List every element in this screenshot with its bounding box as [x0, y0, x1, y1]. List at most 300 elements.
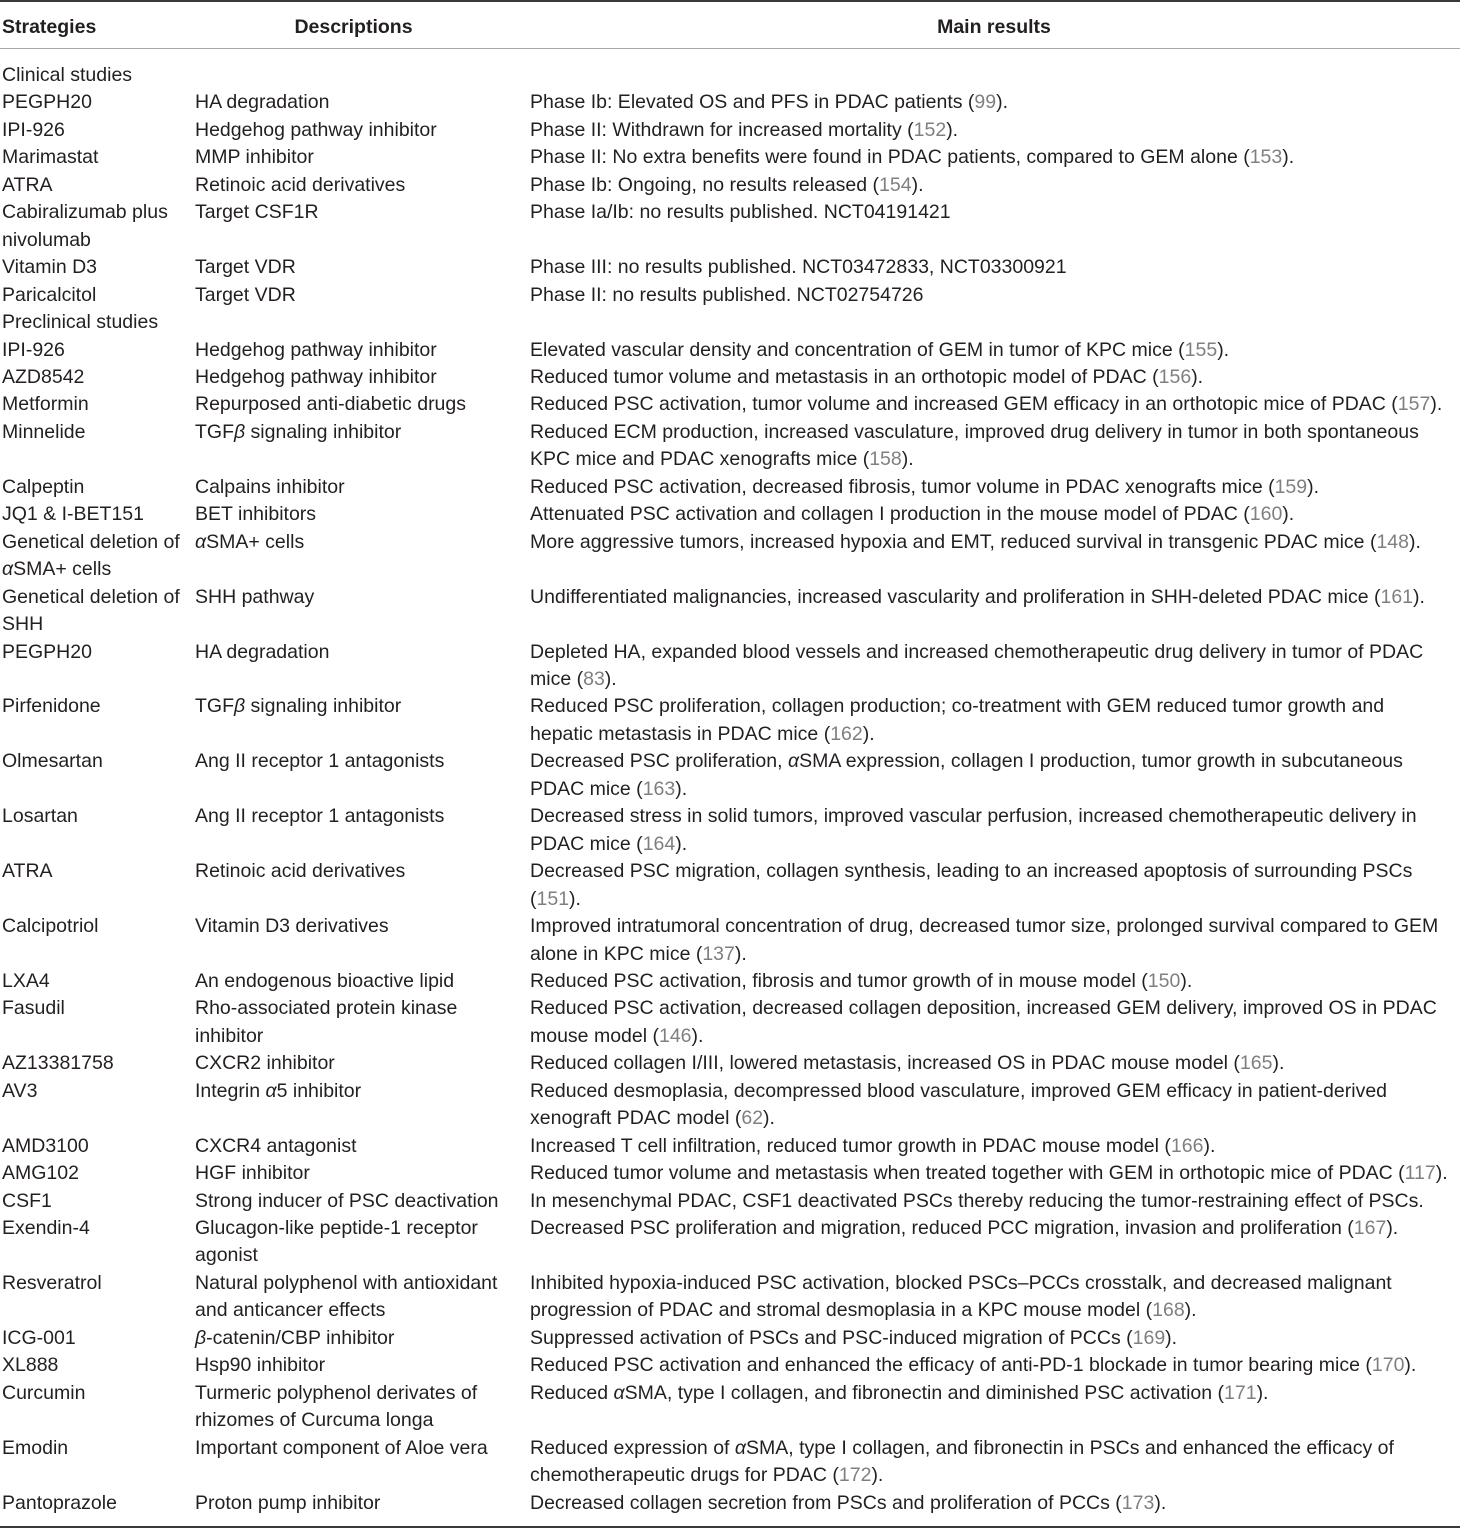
- strategy-text: Emodin: [2, 1436, 69, 1459]
- description-cell: [193, 254, 528, 281]
- main-result-text: Elevated vascular density and concentration of GEM in tumor of KPC mice (155).: [530, 338, 1230, 361]
- description-text: αSMA+ cells: [195, 530, 305, 553]
- description-text: Natural polyphenol with antioxidant: [195, 1271, 498, 1294]
- strategy-text: IPI-926: [2, 338, 65, 361]
- description-cell: [193, 584, 528, 639]
- strategy-text: PEGPH20: [2, 91, 92, 114]
- strategy-cell: [0, 858, 193, 913]
- greek-symbol: α: [787, 750, 800, 773]
- description-text: Repurposed anti-diabetic drugs: [195, 393, 467, 416]
- table-row: [0, 1270, 1460, 1325]
- description-text: Hedgehog pathway inhibitor: [195, 338, 437, 361]
- strategy-cell: [0, 1435, 193, 1490]
- citation-link[interactable]: 160: [1249, 503, 1283, 526]
- strategy-cell: [0, 803, 193, 858]
- main-result-cell: [528, 1215, 1460, 1270]
- strategy-text: Minnelide: [2, 420, 86, 443]
- table-row: [0, 693, 1460, 748]
- strategy-cell: [0, 364, 193, 391]
- main-result-text: More aggressive tumors, increased hypoxia and EMT, reduced survival in transgenic PDAC mice (148).: [530, 530, 1421, 553]
- citation-link[interactable]: 151: [536, 887, 570, 910]
- description-cell: [193, 1188, 528, 1215]
- strategy-cell: [0, 1352, 193, 1379]
- strategy-text: Marimastat: [2, 146, 99, 169]
- description-cell: [193, 913, 528, 968]
- main-result-cell: [528, 639, 1460, 694]
- main-result-cell: [528, 1078, 1460, 1133]
- citation-link[interactable]: 173: [1121, 1491, 1155, 1514]
- column-header-main-results: Main results: [937, 16, 1051, 38]
- citation-link[interactable]: 99: [974, 91, 997, 114]
- table-row: [0, 1380, 1460, 1435]
- description-text: HGF inhibitor: [195, 1162, 310, 1185]
- table-row: [0, 1352, 1460, 1379]
- main-result-cell: [528, 1050, 1460, 1077]
- main-result-cell: [528, 968, 1460, 995]
- main-result-text: Depleted HA, expanded blood vessels and increased chemotherapeutic drug delivery in tumor of PDAC: [530, 640, 1424, 663]
- strategy-cell: [0, 199, 193, 254]
- strategy-cell: [0, 144, 193, 171]
- description-text: CXCR2 inhibitor: [195, 1052, 335, 1075]
- citation-link[interactable]: 152: [913, 118, 947, 141]
- main-result-cell: [528, 117, 1460, 144]
- strategy-cell: [0, 1270, 193, 1325]
- main-result-text: Phase Ib: Elevated OS and PFS in PDAC patients (99).: [530, 91, 1009, 114]
- main-result-cell: [528, 1380, 1460, 1435]
- description-text: Ang II receptor 1 antagonists: [195, 750, 445, 773]
- main-result-cell: [528, 1325, 1460, 1352]
- citation-link[interactable]: 166: [1170, 1134, 1204, 1157]
- description-cell: [193, 199, 528, 254]
- table-row: [0, 474, 1460, 501]
- main-result-text: Phase II: Withdrawn for increased mortality (152).: [530, 118, 959, 141]
- main-result-cell: [528, 391, 1460, 418]
- description-cell: [193, 364, 528, 391]
- strategy-cell: [0, 1078, 193, 1133]
- citation-link[interactable]: 168: [1152, 1299, 1185, 1322]
- citation-link[interactable]: 156: [1158, 365, 1192, 388]
- greek-symbol: α: [2, 558, 14, 581]
- strategy-text: AMG102: [2, 1162, 79, 1185]
- table-row: [0, 1215, 1460, 1270]
- description-text: Hsp90 inhibitor: [195, 1354, 326, 1377]
- main-result-text: In mesenchymal PDAC, CSF1 deactivated PSCs thereby reducing the tumor-restraining effect of PSCs.: [530, 1189, 1424, 1212]
- main-result-text: Phase II: no results published. NCT02754726: [530, 283, 924, 306]
- strategy-cell: [0, 1133, 193, 1160]
- strategy-text: Calpeptin: [2, 475, 85, 498]
- description-text: Rho-associated protein kinase: [195, 997, 458, 1020]
- strategy-cell: [0, 1490, 193, 1517]
- description-text: CXCR4 antagonist: [195, 1134, 357, 1157]
- description-cell: [193, 1050, 528, 1077]
- strategy-cell: [0, 474, 193, 501]
- main-result-text: Reduced tumor volume and metastasis when treated together with GEM in orthotopic mice of PDAC (117).: [530, 1162, 1448, 1185]
- strategy-text: JQ1 & I-BET151: [2, 503, 144, 526]
- citation-link[interactable]: 171: [1224, 1381, 1257, 1404]
- description-cell: [193, 1380, 528, 1435]
- table-row: [0, 1078, 1460, 1133]
- citation-link[interactable]: 170: [1371, 1354, 1405, 1377]
- citation-link[interactable]: 167: [1353, 1217, 1387, 1240]
- description-text: Target VDR: [195, 256, 296, 279]
- strategy-cell: [0, 1215, 193, 1270]
- description-text: agonist: [195, 1244, 258, 1267]
- main-result-text: Reduced αSMA, type I collagen, and fibronectin and diminished PSC activation (171).: [530, 1381, 1269, 1404]
- strategy-cell: [0, 172, 193, 199]
- main-result-cell: [528, 584, 1460, 639]
- description-text: HA degradation: [195, 91, 330, 114]
- main-result-cell: [528, 693, 1460, 748]
- citation-link[interactable]: 172: [838, 1464, 872, 1487]
- table-row: [0, 1050, 1460, 1077]
- description-text: TGFβ signaling inhibitor: [195, 420, 402, 443]
- strategy-text: AMD3100: [2, 1134, 89, 1157]
- citation-link[interactable]: 169: [1132, 1326, 1166, 1349]
- main-result-text: Reduced PSC proliferation, collagen production; co-treatment with GEM reduced tumor growth and: [530, 695, 1385, 718]
- strategy-text: Paricalcitol: [2, 283, 97, 306]
- description-cell: [193, 529, 528, 584]
- greek-symbol: α: [734, 1436, 746, 1459]
- description-text: Integrin α5 inhibitor: [195, 1079, 362, 1102]
- main-result-cell: [528, 474, 1460, 501]
- main-result-cell: [528, 1270, 1460, 1325]
- main-result-cell: [528, 364, 1460, 391]
- main-result-text: Reduced PSC activation, decreased fibrosis, tumor volume in PDAC xenografts mice (159).: [530, 475, 1320, 498]
- strategy-cell: [0, 419, 193, 474]
- strategy-text: Exendin-4: [2, 1217, 90, 1240]
- strategy-cell: [0, 254, 193, 281]
- description-text: rhizomes of Curcuma longa: [195, 1409, 434, 1432]
- table-row: [0, 172, 1460, 199]
- main-result-text: Decreased PSC proliferation and migration, reduced PCC migration, invasion and proliferation (167).: [530, 1217, 1399, 1240]
- strategy-text: Calcipotriol: [2, 915, 99, 938]
- strategy-text: Olmesartan: [2, 750, 103, 773]
- main-result-text: mice (83).: [530, 667, 617, 690]
- main-result-cell: [528, 748, 1460, 803]
- strategy-cell: [0, 501, 193, 528]
- description-text: Turmeric polyphenol derivates of: [195, 1381, 478, 1404]
- description-cell: [193, 1133, 528, 1160]
- strategy-cell: [0, 529, 193, 584]
- description-text: Proton pump inhibitor: [195, 1491, 381, 1514]
- main-result-text: Reduced tumor volume and metastasis in an orthotopic model of PDAC (156).: [530, 365, 1204, 388]
- description-cell: [193, 501, 528, 528]
- main-result-cell: [528, 1352, 1460, 1379]
- citation-link[interactable]: 165: [1239, 1052, 1273, 1075]
- strategy-cell: [0, 584, 193, 639]
- description-cell: [193, 1490, 528, 1517]
- strategy-cell: [0, 995, 193, 1050]
- strategy-cell: [0, 1380, 193, 1435]
- description-cell: [193, 1215, 528, 1270]
- description-text: Target CSF1R: [195, 201, 319, 224]
- strategy-text: CSF1: [2, 1189, 52, 1212]
- main-result-text: Decreased collagen secretion from PSCs and proliferation of PCCs (173).: [530, 1491, 1167, 1514]
- citation-link[interactable]: 148: [1376, 530, 1409, 553]
- table-row: [0, 748, 1460, 803]
- description-cell: [193, 337, 528, 364]
- table-row: [0, 858, 1460, 913]
- main-result-cell: [528, 254, 1460, 281]
- main-result-text: Undifferentiated malignancies, increased vascularity and proliferation in SHH-deleted PDAC mice (161).: [530, 585, 1425, 608]
- main-result-text: Decreased PSC migration, collagen synthesis, leading to an increased apoptosis of surrounding PSCs: [530, 860, 1413, 883]
- main-result-cell: [528, 1490, 1460, 1517]
- table-row: [0, 968, 1460, 995]
- citation-link[interactable]: 146: [658, 1024, 692, 1047]
- table-row: [0, 282, 1460, 309]
- main-result-cell: [528, 501, 1460, 528]
- table-row: [0, 144, 1460, 171]
- description-cell: [193, 748, 528, 803]
- greek-symbol: α: [195, 530, 207, 553]
- strategy-text: Genetical deletion of: [2, 530, 180, 553]
- table-row: [0, 1160, 1460, 1187]
- main-result-text: Decreased stress in solid tumors, improved vascular perfusion, increased chemotherapeutic delivery in: [530, 805, 1417, 828]
- description-cell: [193, 117, 528, 144]
- description-cell: [193, 282, 528, 309]
- description-text: Important component of Aloe vera: [195, 1436, 488, 1459]
- main-result-cell: [528, 282, 1460, 309]
- table-row: [0, 913, 1460, 968]
- strategy-text: Cabiralizumab plus: [2, 201, 168, 224]
- citation-link[interactable]: 83: [583, 667, 605, 690]
- strategy-cell: [0, 89, 193, 116]
- citation-link[interactable]: 157: [1397, 393, 1431, 416]
- description-text: Glucagon-like peptide-1 receptor: [195, 1217, 478, 1240]
- table-row: [0, 1325, 1460, 1352]
- table-body: [0, 49, 1460, 1526]
- table-row: [0, 639, 1460, 694]
- strategy-text: Pirfenidone: [2, 695, 101, 718]
- description-text: HA degradation: [195, 640, 330, 663]
- strategy-text: nivolumab: [2, 228, 91, 251]
- citation-link[interactable]: 163: [642, 777, 676, 800]
- citation-link[interactable]: 162: [830, 722, 863, 745]
- table-row: [0, 337, 1460, 364]
- main-result-text: Reduced PSC activation, tumor volume and increased GEM efficacy in an orthotopic mice of PDAC (157).: [530, 393, 1443, 416]
- main-result-text: Phase Ib: Ongoing, no results released (154).: [530, 173, 924, 196]
- table-row: [0, 254, 1460, 281]
- main-result-cell: [528, 913, 1460, 968]
- table-row: [0, 584, 1460, 639]
- citation-link[interactable]: 159: [1274, 475, 1308, 498]
- table-row: [0, 89, 1460, 116]
- description-cell: [193, 419, 528, 474]
- description-text: Strong inducer of PSC deactivation: [195, 1189, 499, 1212]
- strategy-cell: [0, 968, 193, 995]
- strategy-text: Losartan: [2, 805, 78, 828]
- main-result-cell: [528, 172, 1460, 199]
- main-result-cell: [528, 337, 1460, 364]
- description-text: Vitamin D3 derivatives: [195, 915, 389, 938]
- strategy-cell: [0, 1188, 193, 1215]
- greek-symbol: α: [613, 1381, 625, 1404]
- section-heading: Clinical studies: [2, 64, 133, 86]
- strategy-text: Metformin: [2, 393, 89, 416]
- column-header-descriptions: Descriptions: [294, 16, 413, 38]
- strategy-cell: [0, 282, 193, 309]
- description-cell: [193, 172, 528, 199]
- main-result-cell: [528, 1188, 1460, 1215]
- main-result-cell: [528, 89, 1460, 116]
- main-result-text: (151).: [530, 887, 581, 910]
- description-text: SHH pathway: [195, 585, 315, 608]
- description-text: Hedgehog pathway inhibitor: [195, 365, 437, 388]
- column-header-strategies: Strategies: [2, 16, 97, 38]
- strategy-text: SHH: [2, 613, 44, 636]
- main-result-text: Inhibited hypoxia-induced PSC activation, blocked PSCs–PCCs crosstalk, and decreased malignant: [530, 1271, 1392, 1294]
- strategy-text: ATRA: [2, 860, 53, 883]
- table-header-row: [0, 2, 1460, 49]
- greek-symbol: β: [195, 1326, 207, 1349]
- description-cell: [193, 474, 528, 501]
- strategy-cell: [0, 1160, 193, 1187]
- description-text: TGFβ signaling inhibitor: [195, 695, 402, 718]
- main-result-text: Reduced PSC activation, decreased collagen deposition, increased GEM delivery, improved OS in PDAC: [530, 997, 1437, 1020]
- strategy-text: αSMA+ cells: [2, 558, 112, 581]
- main-result-text: Reduced PSC activation and enhanced the efficacy of anti-PD-1 blockade in tumor bearing mice (170).: [530, 1354, 1417, 1377]
- main-result-text: Phase II: No extra benefits were found in PDAC patients, compared to GEM alone (153).: [530, 146, 1295, 169]
- description-text: Retinoic acid derivatives: [195, 860, 406, 883]
- description-cell: [193, 858, 528, 913]
- main-result-text: Suppressed activation of PSCs and PSC-induced migration of PCCs (169).: [530, 1326, 1178, 1349]
- strategy-text: ATRA: [2, 173, 53, 196]
- description-cell: [193, 391, 528, 418]
- strategy-text: AZ13381758: [2, 1052, 114, 1075]
- description-cell: [193, 1325, 528, 1352]
- strategy-cell: [0, 1325, 193, 1352]
- main-result-text: Reduced collagen I/III, lowered metastasis, increased OS in PDAC mouse model (165).: [530, 1052, 1285, 1075]
- table-row: [0, 995, 1460, 1050]
- main-result-text: Phase III: no results published. NCT03472833, NCT03300921: [530, 256, 1067, 279]
- citation-link[interactable]: 161: [1380, 585, 1414, 608]
- strategy-text: AV3: [2, 1079, 38, 1102]
- description-cell: [193, 1270, 528, 1325]
- main-result-text: alone in KPC mice (137).: [530, 942, 747, 965]
- main-result-text: Attenuated PSC activation and collagen I production in the mouse model of PDAC (160).: [530, 503, 1295, 526]
- main-result-text: PDAC mice (163).: [530, 777, 688, 800]
- strategy-text: AZD8542: [2, 365, 85, 388]
- table-row: [0, 1490, 1460, 1517]
- citation-link[interactable]: 62: [741, 1107, 764, 1130]
- strategy-text: Pantoprazole: [2, 1491, 117, 1514]
- main-result-text: Improved intratumoral concentration of drug, decreased tumor size, prolonged survival compared to GEM: [530, 915, 1439, 938]
- main-result-cell: [528, 199, 1460, 254]
- description-text: MMP inhibitor: [195, 146, 314, 169]
- strategy-cell: [0, 639, 193, 694]
- description-cell: [193, 639, 528, 694]
- strategy-cell: [0, 693, 193, 748]
- table-row: [0, 199, 1460, 254]
- strategy-text: Resveratrol: [2, 1271, 102, 1294]
- main-result-cell: [528, 1133, 1460, 1160]
- table-row: [0, 364, 1460, 391]
- description-cell: [193, 89, 528, 116]
- main-result-cell: [528, 144, 1460, 171]
- strategy-cell: [0, 337, 193, 364]
- citation-link[interactable]: 155: [1184, 338, 1218, 361]
- description-cell: [193, 693, 528, 748]
- table-row: [0, 419, 1460, 474]
- strategy-text: Fasudil: [2, 997, 65, 1020]
- description-cell: [193, 968, 528, 995]
- table-row: [0, 529, 1460, 584]
- main-result-text: Reduced ECM production, increased vasculature, improved drug delivery in tumor in both spontaneous: [530, 420, 1419, 443]
- main-result-text: hepatic metastasis in PDAC mice (162).: [530, 722, 875, 745]
- main-result-cell: [528, 858, 1460, 913]
- greek-symbol: β: [234, 695, 246, 718]
- strategy-text: Genetical deletion of: [2, 585, 180, 608]
- main-result-text: Increased T cell infiltration, reduced tumor growth in PDAC mouse model (166).: [530, 1134, 1216, 1157]
- table-row: [0, 803, 1460, 858]
- strategy-cell: [0, 913, 193, 968]
- main-result-cell: [528, 1435, 1460, 1490]
- main-result-cell: [528, 995, 1460, 1050]
- strategy-text: LXA4: [2, 969, 50, 992]
- section-heading: Preclinical studies: [2, 311, 159, 334]
- main-result-text: Reduced PSC activation, fibrosis and tumor growth of in mouse model (150).: [530, 969, 1193, 992]
- citation-link[interactable]: 137: [702, 942, 735, 965]
- table-row: [0, 1188, 1460, 1215]
- main-result-cell: [528, 529, 1460, 584]
- strategy-text: PEGPH20: [2, 640, 92, 663]
- strategy-text: XL888: [2, 1354, 59, 1377]
- description-text: BET inhibitors: [195, 503, 317, 526]
- main-result-text: mouse model (146).: [530, 1024, 704, 1047]
- citation-link[interactable]: 150: [1147, 969, 1181, 992]
- description-text: Target VDR: [195, 283, 296, 306]
- strategy-text: Vitamin D3: [2, 256, 98, 279]
- main-result-text: Reduced desmoplasia, decompressed blood vasculature, improved GEM efficacy in patient-derived: [530, 1079, 1388, 1102]
- strategy-cell: [0, 391, 193, 418]
- strategy-text: Curcumin: [2, 1381, 86, 1404]
- greek-symbol: β: [234, 420, 246, 443]
- strategy-text: ICG-001: [2, 1326, 76, 1349]
- table-row: [0, 117, 1460, 144]
- strategy-cell: [0, 748, 193, 803]
- description-cell: [193, 1352, 528, 1379]
- citation-link[interactable]: 117: [1404, 1162, 1436, 1185]
- strategy-text: IPI-926: [2, 118, 65, 141]
- description-cell: [193, 803, 528, 858]
- description-text: Hedgehog pathway inhibitor: [195, 118, 437, 141]
- description-text: An endogenous bioactive lipid: [195, 969, 455, 992]
- main-result-text: Decreased PSC proliferation, αSMA expression, collagen I production, tumor growth in subcutaneous: [530, 750, 1403, 773]
- strategy-cell: [0, 1050, 193, 1077]
- main-result-text: Phase Ia/Ib: no results published. NCT04191421: [530, 201, 951, 224]
- description-text: and anticancer effects: [195, 1299, 386, 1322]
- main-result-cell: [528, 1160, 1460, 1187]
- citation-link[interactable]: 158: [869, 448, 902, 471]
- main-result-text: PDAC mice (164).: [530, 832, 688, 855]
- citation-link[interactable]: 164: [642, 832, 676, 855]
- citation-link[interactable]: 153: [1249, 146, 1283, 169]
- citation-link[interactable]: 154: [879, 173, 912, 196]
- description-text: Retinoic acid derivatives: [195, 173, 406, 196]
- description-text: inhibitor: [195, 1024, 264, 1047]
- strategy-cell: [0, 117, 193, 144]
- main-result-text: progression of PDAC and stromal desmoplasia in a KPC mouse model (168).: [530, 1299, 1197, 1322]
- table-row: [0, 391, 1460, 418]
- description-cell: [193, 144, 528, 171]
- table-row: [0, 1435, 1460, 1490]
- description-cell: [193, 1078, 528, 1133]
- description-cell: [193, 995, 528, 1050]
- description-cell: [193, 1160, 528, 1187]
- description-text: Ang II receptor 1 antagonists: [195, 805, 445, 828]
- main-result-text: Reduced expression of αSMA, type I collagen, and fibronectin in PSCs and enhanced the efficacy of: [530, 1436, 1394, 1459]
- table-row: [0, 1133, 1460, 1160]
